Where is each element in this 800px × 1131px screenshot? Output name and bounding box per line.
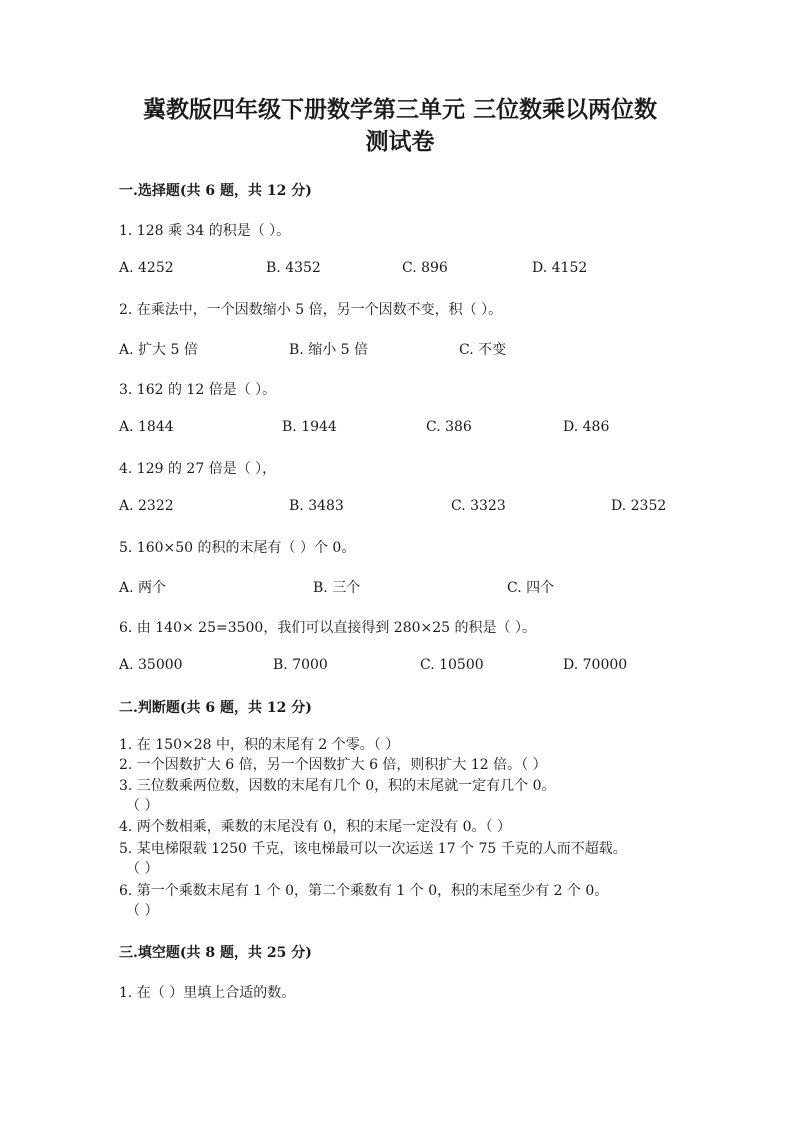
judge-line-3: 3. 三位数乘两位数，因数的末尾有几个 0，积的末尾就一定有几个 0。 — [119, 778, 556, 794]
choice-1-option-d: D. 4152 — [532, 260, 588, 276]
choice-question-1: 1. 128 乘 34 的积是（ ）。 — [119, 223, 291, 239]
choice-4-option-a: A. 2322 — [119, 498, 174, 514]
choice-3-option-a: A. 1844 — [119, 419, 174, 435]
choice-4-option-b: B. 3483 — [289, 498, 344, 514]
choice-1-option-c: C. 896 — [402, 260, 448, 276]
fill-question-1: 1. 在（ ）里填上合适的数。 — [119, 985, 296, 1001]
judge-line-3-blank: （ ） — [126, 798, 159, 814]
judge-line-5-blank: （ ） — [126, 861, 159, 877]
choice-6-option-c: C. 10500 — [420, 657, 484, 673]
choice-2-option-b: B. 缩小 5 倍 — [289, 342, 368, 358]
judge-line-2: 2. 一个因数扩大 6 倍，另一个因数扩大 6 倍，则积扩大 12 倍。（ ） — [119, 757, 547, 773]
judge-line-1: 1. 在 150×28 中，积的末尾有 2 个零。（ ） — [119, 737, 400, 753]
choice-4-option-d: D. 2352 — [611, 498, 667, 514]
choice-6-option-a: A. 35000 — [119, 657, 183, 673]
choice-3-option-d: D. 486 — [563, 419, 610, 435]
choice-3-option-c: C. 386 — [426, 419, 472, 435]
choice-5-option-c: C. 四个 — [507, 580, 555, 596]
choice-5-option-b: B. 三个 — [313, 580, 361, 596]
choice-question-2: 2. 在乘法中，一个因数缩小 5 倍，另一个因数不变，积（ ）。 — [119, 302, 503, 318]
title-line-1: 冀教版四年级下册数学第三单元 三位数乘以两位数 — [142, 96, 657, 123]
choice-question-6: 6. 由 140× 25=3500，我们可以直接得到 280×25 的积是（ ）。 — [119, 620, 536, 636]
section-heading-choice: 一.选择题(共 6 题，共 12 分) — [119, 183, 312, 199]
section-heading-fill: 三.填空题(共 8 题，共 25 分) — [119, 945, 312, 961]
choice-question-3: 3. 162 的 12 倍是（ ）。 — [119, 382, 277, 398]
choice-3-option-b: B. 1944 — [282, 419, 337, 435]
choice-question-4: 4. 129 的 27 倍是（ ）， — [119, 461, 277, 477]
choice-4-option-c: C. 3323 — [451, 498, 506, 514]
judge-line-6: 6. 第一个乘数末尾有 1 个 0，第二个乘数有 1 个 0，积的末尾至少有 2 个 0。 — [119, 883, 609, 899]
choice-2-option-c: C. 不变 — [459, 342, 507, 358]
choice-2-option-a: A. 扩大 5 倍 — [119, 342, 198, 358]
judge-line-6-blank: （ ） — [126, 903, 159, 919]
choice-1-option-b: B. 4352 — [266, 260, 321, 276]
document-title — [100, 94, 700, 158]
title-line-2: 测试卷 — [365, 128, 435, 155]
choice-question-5: 5. 160×50 的积的末尾有（ ）个 0。 — [119, 540, 356, 556]
choice-6-option-b: B. 7000 — [273, 657, 328, 673]
section-heading-judge: 二.判断题(共 6 题，共 12 分) — [119, 700, 312, 716]
choice-5-option-a: A. 两个 — [119, 580, 167, 596]
choice-6-option-d: D. 70000 — [563, 657, 628, 673]
judge-line-5: 5. 某电梯限载 1250 千克，该电梯最可以一次运送 17 个 75 千克的人而不超载。 — [119, 841, 627, 857]
judge-line-4: 4. 两个数相乘，乘数的末尾没有 0，积的末尾一定没有 0。（ ） — [119, 819, 511, 835]
choice-1-option-a: A. 4252 — [119, 260, 174, 276]
